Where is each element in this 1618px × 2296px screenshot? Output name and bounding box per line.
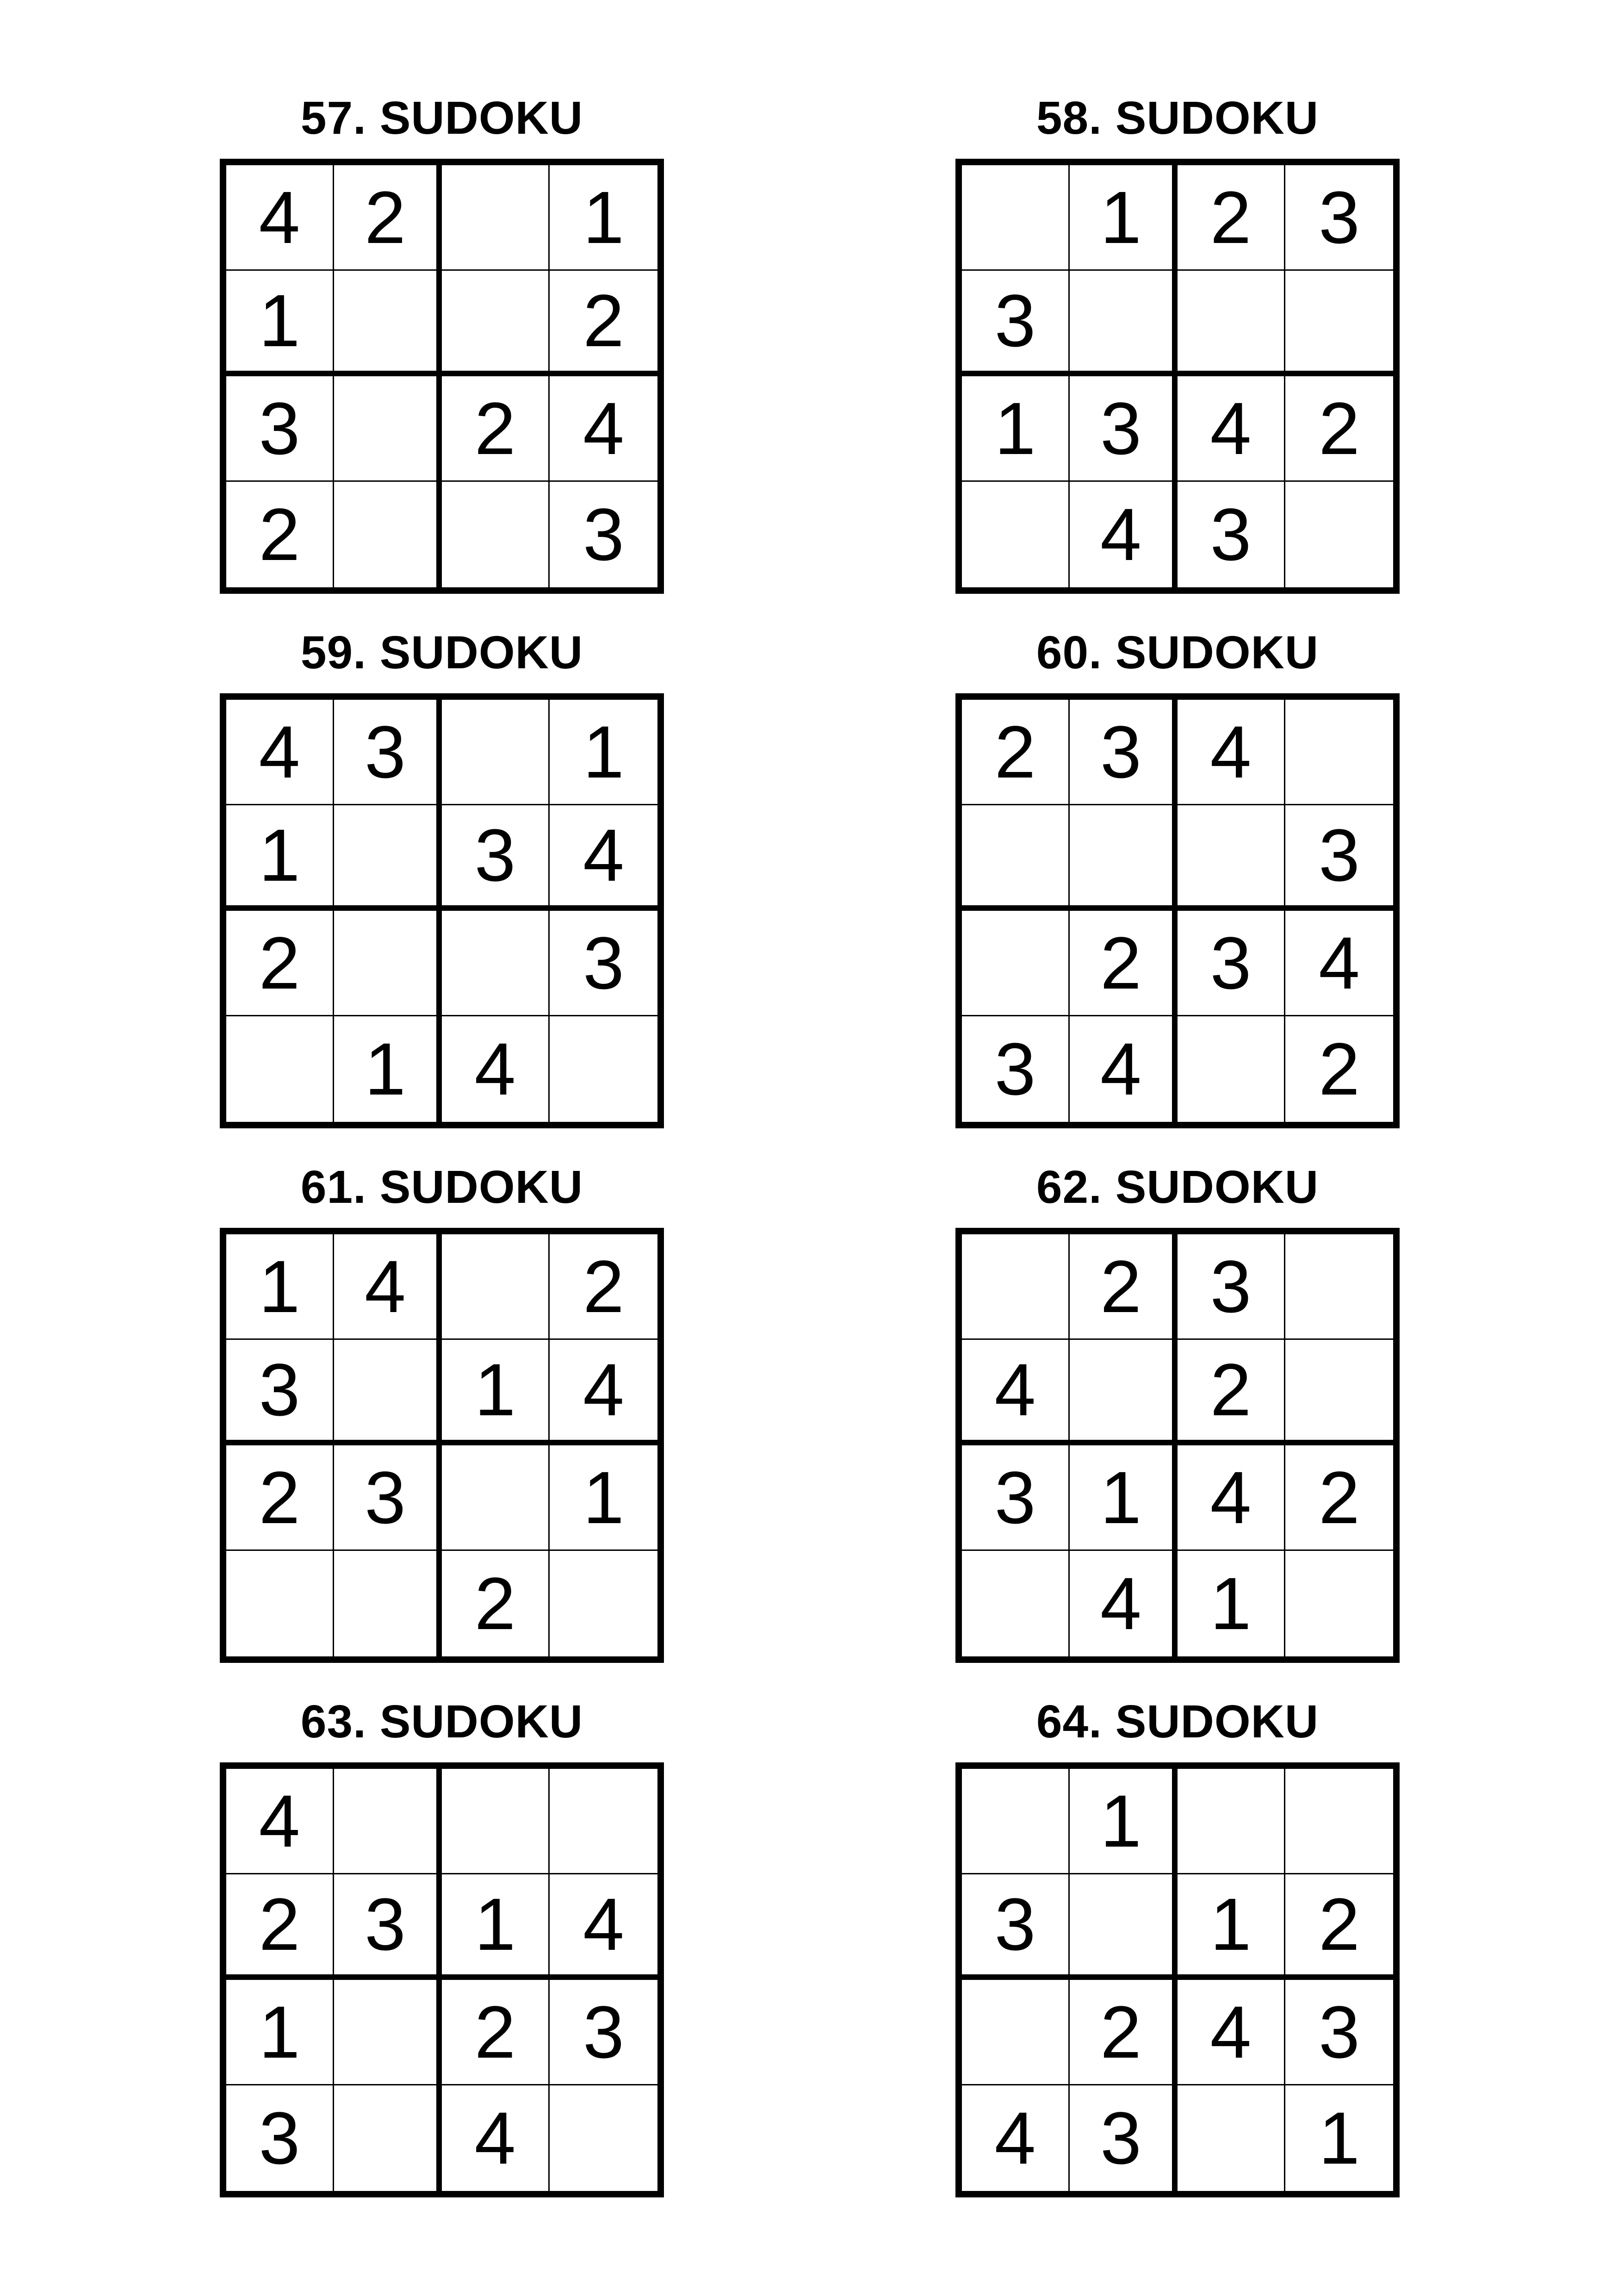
sudoku-cell: 2 — [226, 482, 334, 587]
sudoku-cell — [1285, 271, 1393, 376]
sudoku-cell — [226, 1551, 334, 1656]
sudoku-cell: 3 — [334, 700, 442, 805]
puzzle-title: 63. SUDOKU — [300, 1696, 583, 1748]
sudoku-cell — [334, 911, 442, 1016]
puzzle-title: 62. SUDOKU — [1036, 1161, 1319, 1213]
sudoku-cell: 2 — [1070, 1980, 1178, 2085]
sudoku-cell — [550, 2085, 657, 2191]
sudoku-cell: 3 — [1070, 376, 1178, 482]
sudoku-cell — [334, 376, 442, 482]
sudoku-cell: 4 — [1178, 700, 1285, 805]
sudoku-cell — [1285, 1551, 1393, 1656]
sudoku-cell: 3 — [226, 376, 334, 482]
sudoku-cell — [962, 1980, 1070, 2085]
sudoku-cell: 3 — [334, 1445, 442, 1551]
sudoku-cell: 3 — [1178, 482, 1285, 587]
puzzle-title: 59. SUDOKU — [300, 627, 583, 678]
sudoku-cell: 2 — [226, 1874, 334, 1980]
sudoku-cell — [1285, 1340, 1393, 1445]
sudoku-cell: 2 — [334, 165, 442, 271]
sudoku-cell — [334, 2085, 442, 2191]
sudoku-cell: 2 — [226, 1445, 334, 1551]
sudoku-cell: 1 — [550, 700, 657, 805]
sudoku-cell: 3 — [1178, 911, 1285, 1016]
sudoku-cell: 3 — [442, 805, 550, 911]
sudoku-cell: 4 — [1178, 1445, 1285, 1551]
sudoku-cell — [442, 1769, 550, 1874]
sudoku-cell: 3 — [962, 271, 1070, 376]
sudoku-cell: 3 — [334, 1874, 442, 1980]
sudoku-cell: 3 — [1285, 1980, 1393, 2085]
sudoku-cell: 1 — [442, 1340, 550, 1445]
sudoku-cell: 3 — [550, 1980, 657, 2085]
sudoku-cell — [442, 482, 550, 587]
sudoku-grid — [955, 159, 1400, 594]
sudoku-cell: 4 — [1178, 1980, 1285, 2085]
sudoku-cell: 4 — [442, 2085, 550, 2191]
sudoku-grid — [955, 1762, 1400, 2197]
sudoku-cell: 2 — [1178, 1340, 1285, 1445]
sudoku-cell: 1 — [1070, 1769, 1178, 1874]
sudoku-cell: 4 — [962, 1340, 1070, 1445]
sudoku-cell — [962, 165, 1070, 271]
sudoku-cell — [334, 1980, 442, 2085]
sudoku-cell: 4 — [550, 1340, 657, 1445]
sudoku-cell — [962, 1234, 1070, 1340]
sudoku-cell — [962, 911, 1070, 1016]
sudoku-cell: 4 — [226, 1769, 334, 1874]
sudoku-cell: 4 — [1070, 1016, 1178, 1122]
sudoku-cell: 2 — [442, 376, 550, 482]
sudoku-cell — [962, 1769, 1070, 1874]
sudoku-cell — [962, 1551, 1070, 1656]
sudoku-cell: 4 — [442, 1016, 550, 1122]
sudoku-cell: 1 — [550, 165, 657, 271]
sudoku-cell: 1 — [1319, 2097, 1360, 2179]
sudoku-cell: 2 — [550, 271, 657, 376]
sudoku-cell: 4 — [550, 1874, 657, 1980]
sudoku-cell — [334, 805, 442, 911]
sudoku-cell: 3 — [583, 493, 624, 576]
sudoku-cell — [1178, 805, 1285, 911]
sudoku-cell: 2 — [1178, 165, 1285, 271]
sudoku-cell: 1 — [226, 271, 334, 376]
sudoku-cell — [1285, 700, 1393, 805]
sudoku-cell: 1 — [1178, 1874, 1285, 1980]
sudoku-cell: 4 — [1070, 482, 1178, 587]
sudoku-cell: 1 — [442, 1874, 550, 1980]
sudoku-cell — [334, 271, 442, 376]
puzzle-title: 57. SUDOKU — [300, 92, 583, 144]
sudoku-cell: 4 — [1070, 1551, 1178, 1656]
sudoku-cell: 1 — [1178, 1551, 1285, 1656]
sudoku-cell: 3 — [962, 1016, 1070, 1122]
sudoku-cell — [334, 1551, 442, 1656]
sudoku-cell: 1 — [1070, 165, 1178, 271]
puzzle-title: 60. SUDOKU — [1036, 627, 1319, 678]
sudoku-cell: 4 — [1285, 911, 1393, 1016]
sudoku-cell: 3 — [1070, 700, 1178, 805]
sudoku-cell: 2 — [226, 911, 334, 1016]
sudoku-cell: 1 — [226, 1980, 334, 2085]
sudoku-cell: 2 — [1070, 911, 1178, 1016]
sudoku-cell — [550, 1551, 657, 1656]
sudoku-grid — [955, 693, 1400, 1128]
sudoku-cell: 3 — [550, 911, 657, 1016]
sudoku-cell — [442, 1234, 550, 1340]
sudoku-cell — [1178, 2085, 1285, 2191]
sudoku-cell — [962, 805, 1070, 911]
sudoku-cell — [1070, 1340, 1178, 1445]
sudoku-cell: 4 — [226, 165, 334, 271]
sudoku-cell: 1 — [1070, 1445, 1178, 1551]
sudoku-cell: 2 — [1070, 1234, 1178, 1340]
sudoku-cell: 2 — [442, 1980, 550, 2085]
sudoku-cell: 3 — [1285, 805, 1393, 911]
sudoku-cell: 2 — [1319, 1027, 1360, 1110]
sudoku-cell: 4 — [550, 376, 657, 482]
sudoku-cell: 2 — [1285, 1874, 1393, 1980]
puzzle-title: 61. SUDOKU — [300, 1161, 583, 1213]
sudoku-cell — [1070, 271, 1178, 376]
sudoku-cell — [334, 482, 442, 587]
sudoku-cell: 2 — [962, 700, 1070, 805]
sudoku-cell: 2 — [1285, 376, 1393, 482]
sudoku-cell: 3 — [226, 2085, 334, 2191]
sudoku-cell: 3 — [1070, 2085, 1178, 2191]
sudoku-grid — [220, 1228, 664, 1663]
sudoku-cell — [1178, 271, 1285, 376]
sudoku-cell: 4 — [1178, 376, 1285, 482]
sudoku-cell — [226, 1016, 334, 1122]
sudoku-cell — [1285, 1769, 1393, 1874]
sudoku-cell — [442, 700, 550, 805]
sudoku-cell — [334, 1340, 442, 1445]
sudoku-cell: 2 — [442, 1551, 550, 1656]
sudoku-cell: 1 — [226, 805, 334, 911]
sudoku-cell — [334, 1769, 442, 1874]
sudoku-cell — [442, 911, 550, 1016]
sudoku-cell: 3 — [962, 1874, 1070, 1980]
sudoku-cell: 3 — [1285, 165, 1393, 271]
sudoku-cell: 2 — [550, 1234, 657, 1340]
sudoku-cell: 1 — [550, 1445, 657, 1551]
sudoku-cell — [1285, 1234, 1393, 1340]
sudoku-cell: 4 — [550, 805, 657, 911]
sudoku-grid — [220, 159, 664, 594]
puzzle-title: 64. SUDOKU — [1036, 1696, 1319, 1748]
sudoku-grid — [220, 693, 664, 1128]
puzzle-title: 58. SUDOKU — [1036, 92, 1319, 144]
sudoku-cell: 3 — [962, 1445, 1070, 1551]
sudoku-cell — [1178, 1016, 1285, 1122]
sudoku-cell — [550, 1769, 657, 1874]
sudoku-cell: 3 — [226, 1340, 334, 1445]
sudoku-cell: 1 — [226, 1234, 334, 1340]
sudoku-cell — [1178, 1769, 1285, 1874]
sudoku-cell — [442, 1445, 550, 1551]
sudoku-cell: 2 — [1285, 1445, 1393, 1551]
sudoku-cell: 4 — [334, 1234, 442, 1340]
sudoku-grid — [955, 1228, 1400, 1663]
sudoku-cell — [442, 165, 550, 271]
sudoku-cell — [1285, 482, 1393, 587]
sudoku-cell: 1 — [962, 376, 1070, 482]
sudoku-cell — [1070, 805, 1178, 911]
sudoku-cell: 3 — [1178, 1234, 1285, 1340]
sudoku-cell: 1 — [334, 1016, 442, 1122]
sudoku-cell: 4 — [226, 700, 334, 805]
sudoku-cell: 4 — [962, 2085, 1070, 2191]
sudoku-grid — [220, 1762, 664, 2197]
sudoku-cell — [550, 1016, 657, 1122]
sudoku-cell — [1070, 1874, 1178, 1980]
sudoku-cell — [442, 271, 550, 376]
sudoku-cell — [962, 482, 1070, 587]
